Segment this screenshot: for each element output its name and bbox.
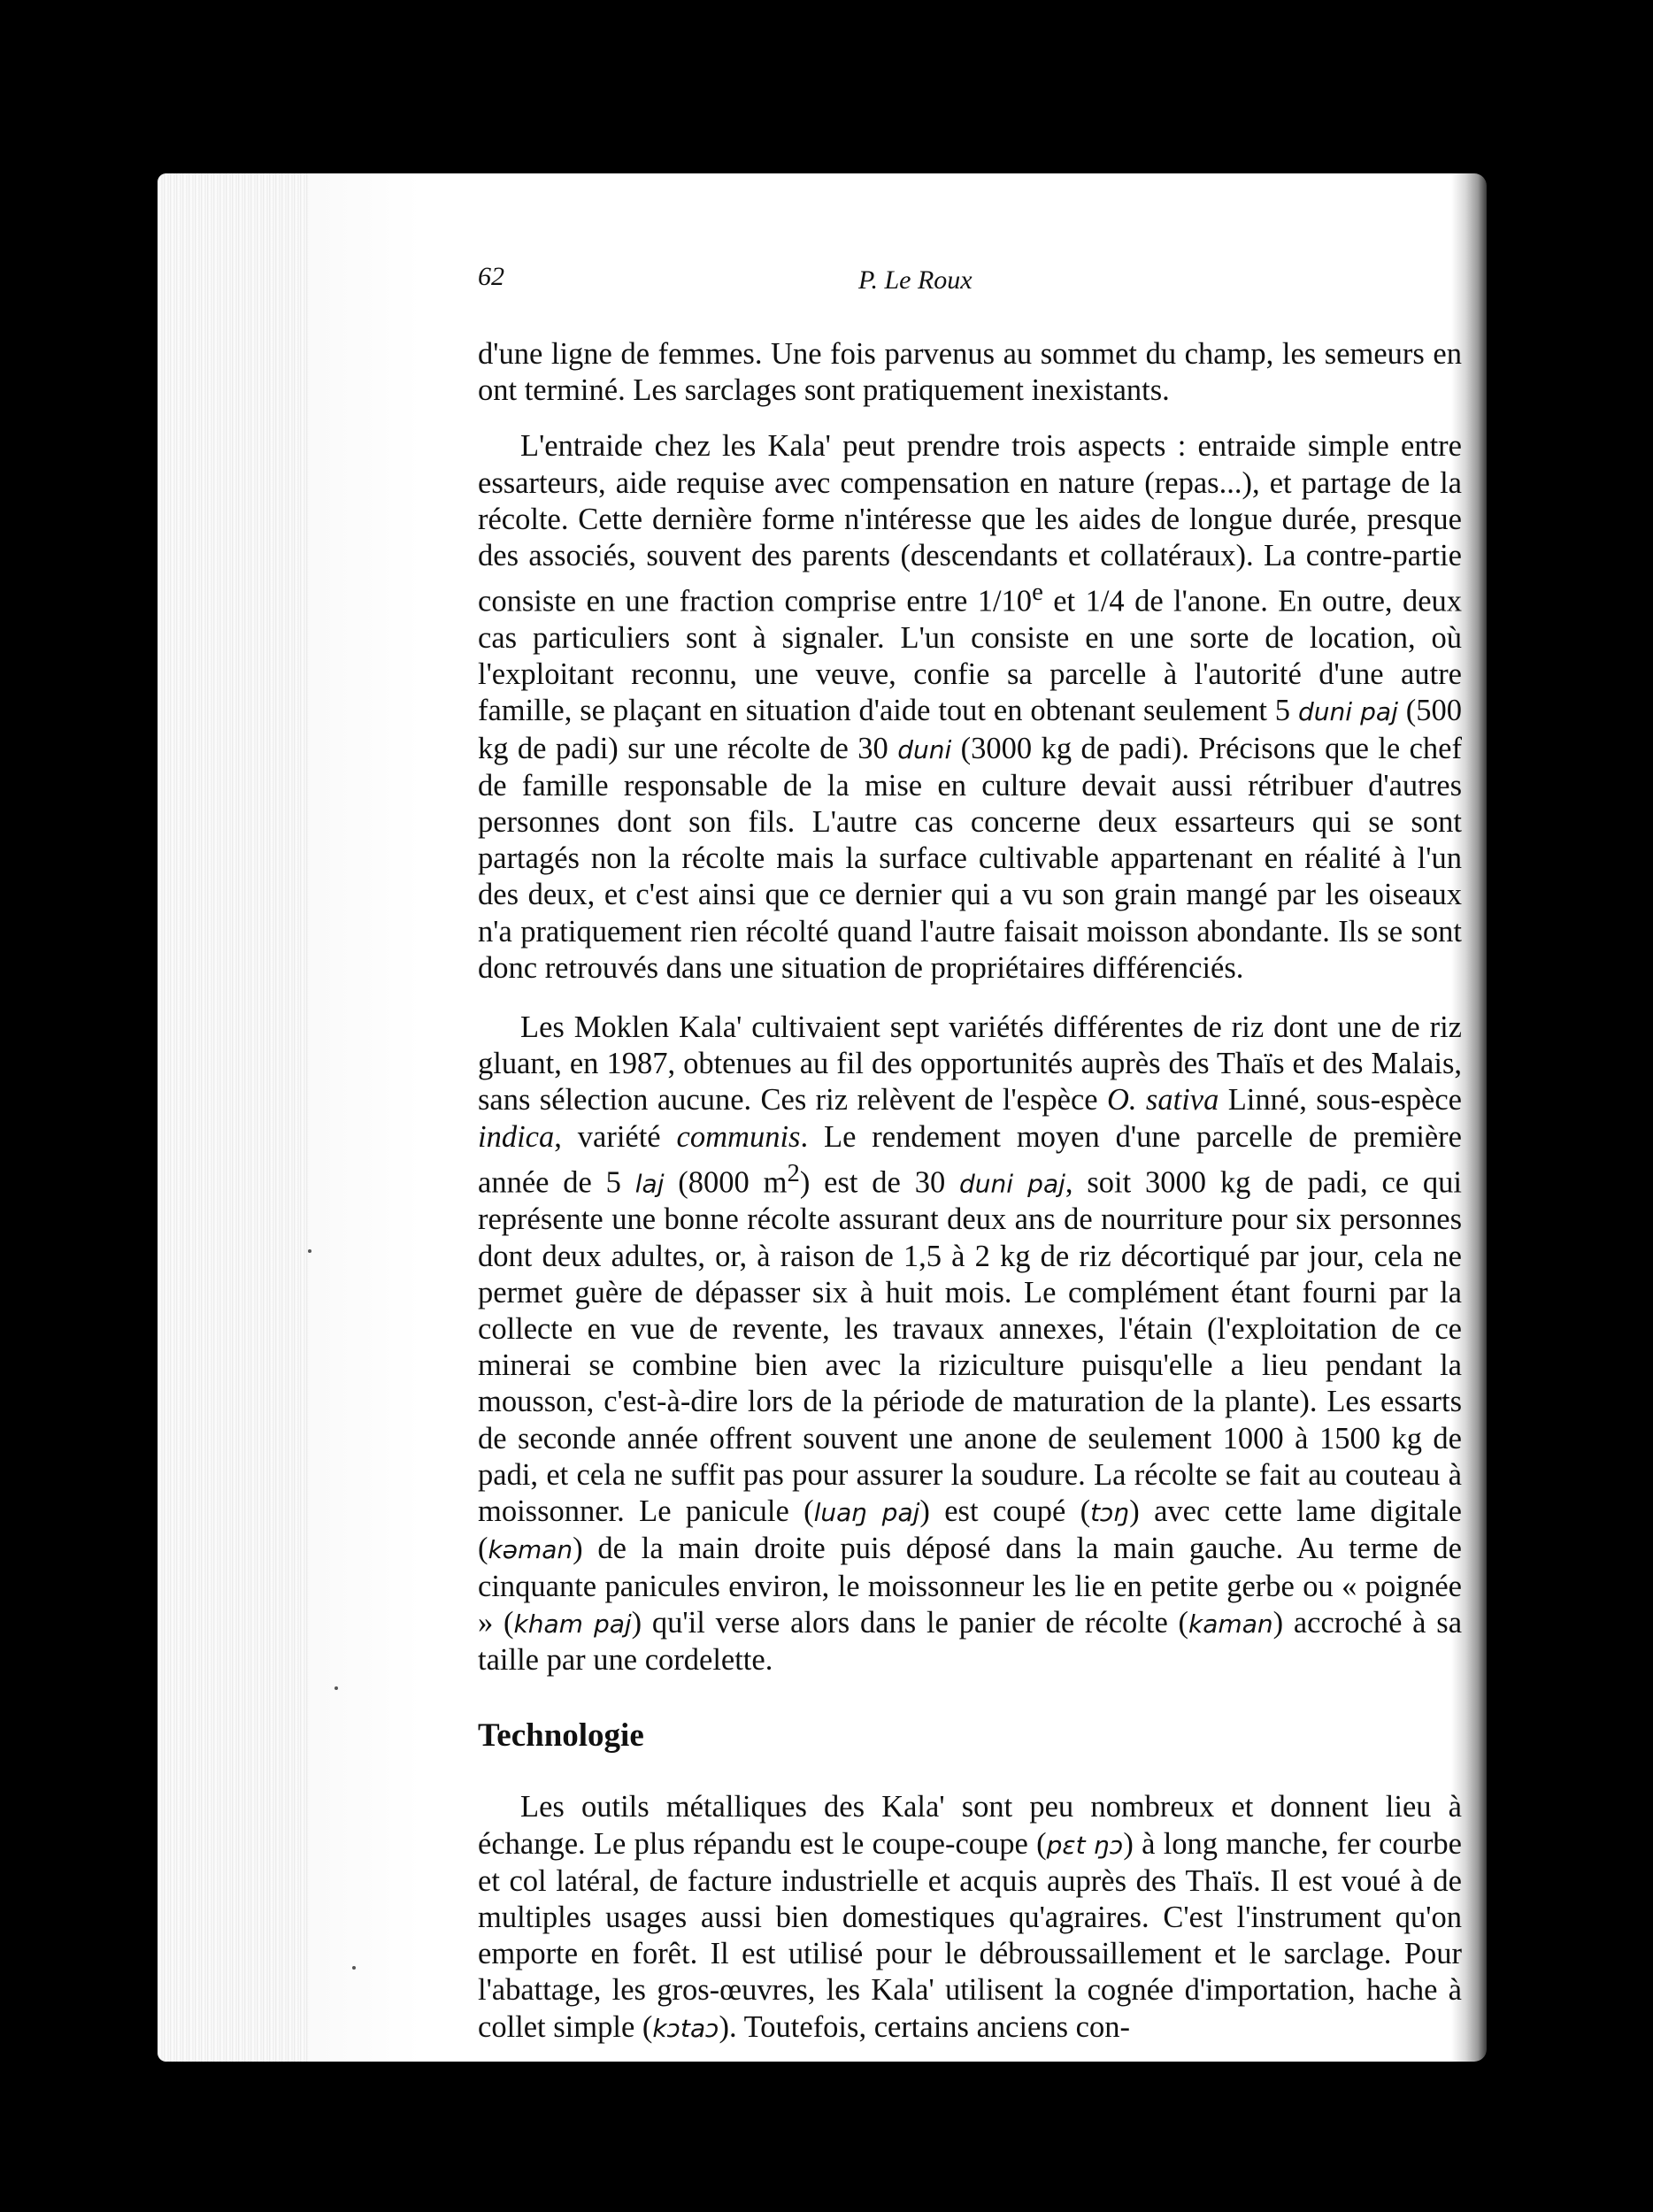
latin-term: communis [676, 1119, 801, 1154]
vernacular-term: luaŋ paj [813, 1498, 920, 1528]
text-run: ) est de 30 [799, 1165, 960, 1200]
paragraph-4 [478, 1789, 1462, 2046]
text-run: ) à long manche, fer courbe et col latéral, de facture industrielle et acquis auprès des Thaïs. Il est voué à de multiples usages aussi bien domestiques qu'agraires. C'est l'instrument qu'on emporte en forêt. Il est utilisé pour le débroussaillement et le sarclage. Pour l'abattage, les gros-œuvres, les Kala' utilisent la cognée d'importation, hache à collet simple ( [478, 1826, 1462, 2044]
scan-speck [352, 1966, 356, 1970]
paragraph-2 [478, 428, 1462, 987]
scan-speck [308, 1249, 311, 1253]
vernacular-term: tɔŋ [1090, 1498, 1130, 1528]
section-heading: Technologie [478, 1717, 644, 1755]
latin-term: indica [478, 1119, 555, 1154]
vernacular-term: laj [634, 1169, 665, 1199]
text-run: Les Moklen Kala' cultivaient sept variétés différentes de riz dont une de riz gluant, en 1987, obtenues au fil des opportunités auprès des Thaïs et des Malais, sans sélection aucune. Ces riz relèvent de l'espèce [478, 1010, 1462, 1118]
text-run: (8000 m [664, 1165, 788, 1200]
page-edges [158, 173, 308, 2062]
text-run: ) avec cette lame digitale ( [478, 1494, 1462, 1566]
page-number: 62 [478, 262, 504, 291]
vernacular-term: duni [897, 734, 952, 764]
text-run: , soit 3000 kg de padi, ce qui représente une bonne récolte assurant deux ans de nourriture pour six personnes dont deux adultes, or, à raison de 1,5 à 2 kg de riz décortiqué par jour, cela ne permet guère de dépasser six à huit mois. Le complément étant fourni par la collecte en vue de revente, les travaux annexes, l'étain (l'exploitation de ce minerai se combine bien avec la riziculture puisqu'elle a lieu pendant la mousson, c'est-à-dire lors de la période de maturation de la plante). Les essarts de seconde année offrent souvent une anone de seulement 1000 à 1500 kg de padi, et cela ne suffit pas pour assurer la soudure. La récolte se fait au couteau à moissonner. Le panicule ( [478, 1165, 1462, 1529]
text-run: . Le rendement moyen d'une parcelle de première année de 5 [478, 1119, 1462, 1200]
vernacular-term: duni paj [959, 1169, 1065, 1199]
text-run: Les outils métalliques des Kala' sont peu nombreux et donnent lieu à échange. Le plus répandu est le coupe-coupe ( [478, 1790, 1462, 1861]
running-head [478, 262, 1460, 297]
vernacular-term: kaman [1188, 1609, 1273, 1639]
text-run: , variété [554, 1119, 677, 1154]
text-run: (3000 kg de padi). Précisons que le chef de famille responsable de la mise en culture devait aussi rétribuer d'autres personnes dont son fils. L'autre cas concerne deux essarteurs qui se sont partagés non la récolte mais la surface cultivable appartenant en réalité à l'un des deux, et c'est ainsi que ce dernier qui a vu son grain mangé par les oiseaux n'a pratiquement rien récolté quand l'autre faisait moisson abondante. Ils se sont donc retrouvés dans une situation de propriétaires différenciés. [478, 731, 1462, 985]
text-run: (500 kg de padi) sur une récolte de 30 [478, 694, 1462, 765]
body-text [478, 336, 1462, 2047]
vernacular-term: kəman [488, 1535, 573, 1565]
text-run: et 1/4 de l'anone. En outre, deux cas particuliers sont à signaler. L'un consiste en une sorte de location, où l'exploitant reconnu, une veuve, confie sa parcelle à l'autorité d'une autre famille, se plaçant en situation d'aide tout en obtenant seulement 5 [478, 584, 1463, 728]
running-head-author: P. Le Roux [858, 265, 973, 295]
text-run: ) qu'il verse alors dans le panier de récolte ( [631, 1605, 1189, 1640]
text-run: Linné, sous-espèce [1219, 1083, 1462, 1118]
latin-term: O. sativa [1107, 1083, 1219, 1118]
text-run: L'entraide chez les Kala' peut prendre trois aspects : entraide simple entre essarteurs, aide requise avec compensation en nature (repas...), et partage de la récolte. Cette dernière forme n'intéresse que les aides de longue durée, presque des associés, souvent des parents (descendants et collatéraux). La contre-partie consiste en une fraction comprise entre 1/10 [478, 429, 1462, 618]
paragraph-3 [478, 1010, 1462, 1678]
text-run: ). Toutefois, certains anciens con- [719, 2009, 1130, 2044]
superscript: e [1032, 578, 1043, 607]
text-run: ) de la main droite puis déposé dans la main gauche. Au terme de cinquante panicules environ, le moissonneur les lie en petite gerbe ou « poignée » ( [478, 1532, 1462, 1640]
vernacular-term: pɛt ŋɔ [1046, 1830, 1124, 1860]
text-run: ) est coupé ( [919, 1494, 1091, 1529]
text-run: ) accroché à sa taille par une cordelette. [478, 1605, 1463, 1677]
vernacular-term: kham paj [513, 1609, 632, 1639]
superscript: 2 [787, 1158, 800, 1187]
vernacular-term: kɔtaɔ [652, 2013, 719, 2043]
vernacular-term: duni paj [1297, 697, 1398, 727]
scan-speck [334, 1686, 338, 1690]
paragraph-1: d'une ligne de femmes. Une fois parvenus au sommet du champ, les semeurs en ont terminé. Les sarclages sont pratiquement inexistants. [478, 337, 1462, 408]
